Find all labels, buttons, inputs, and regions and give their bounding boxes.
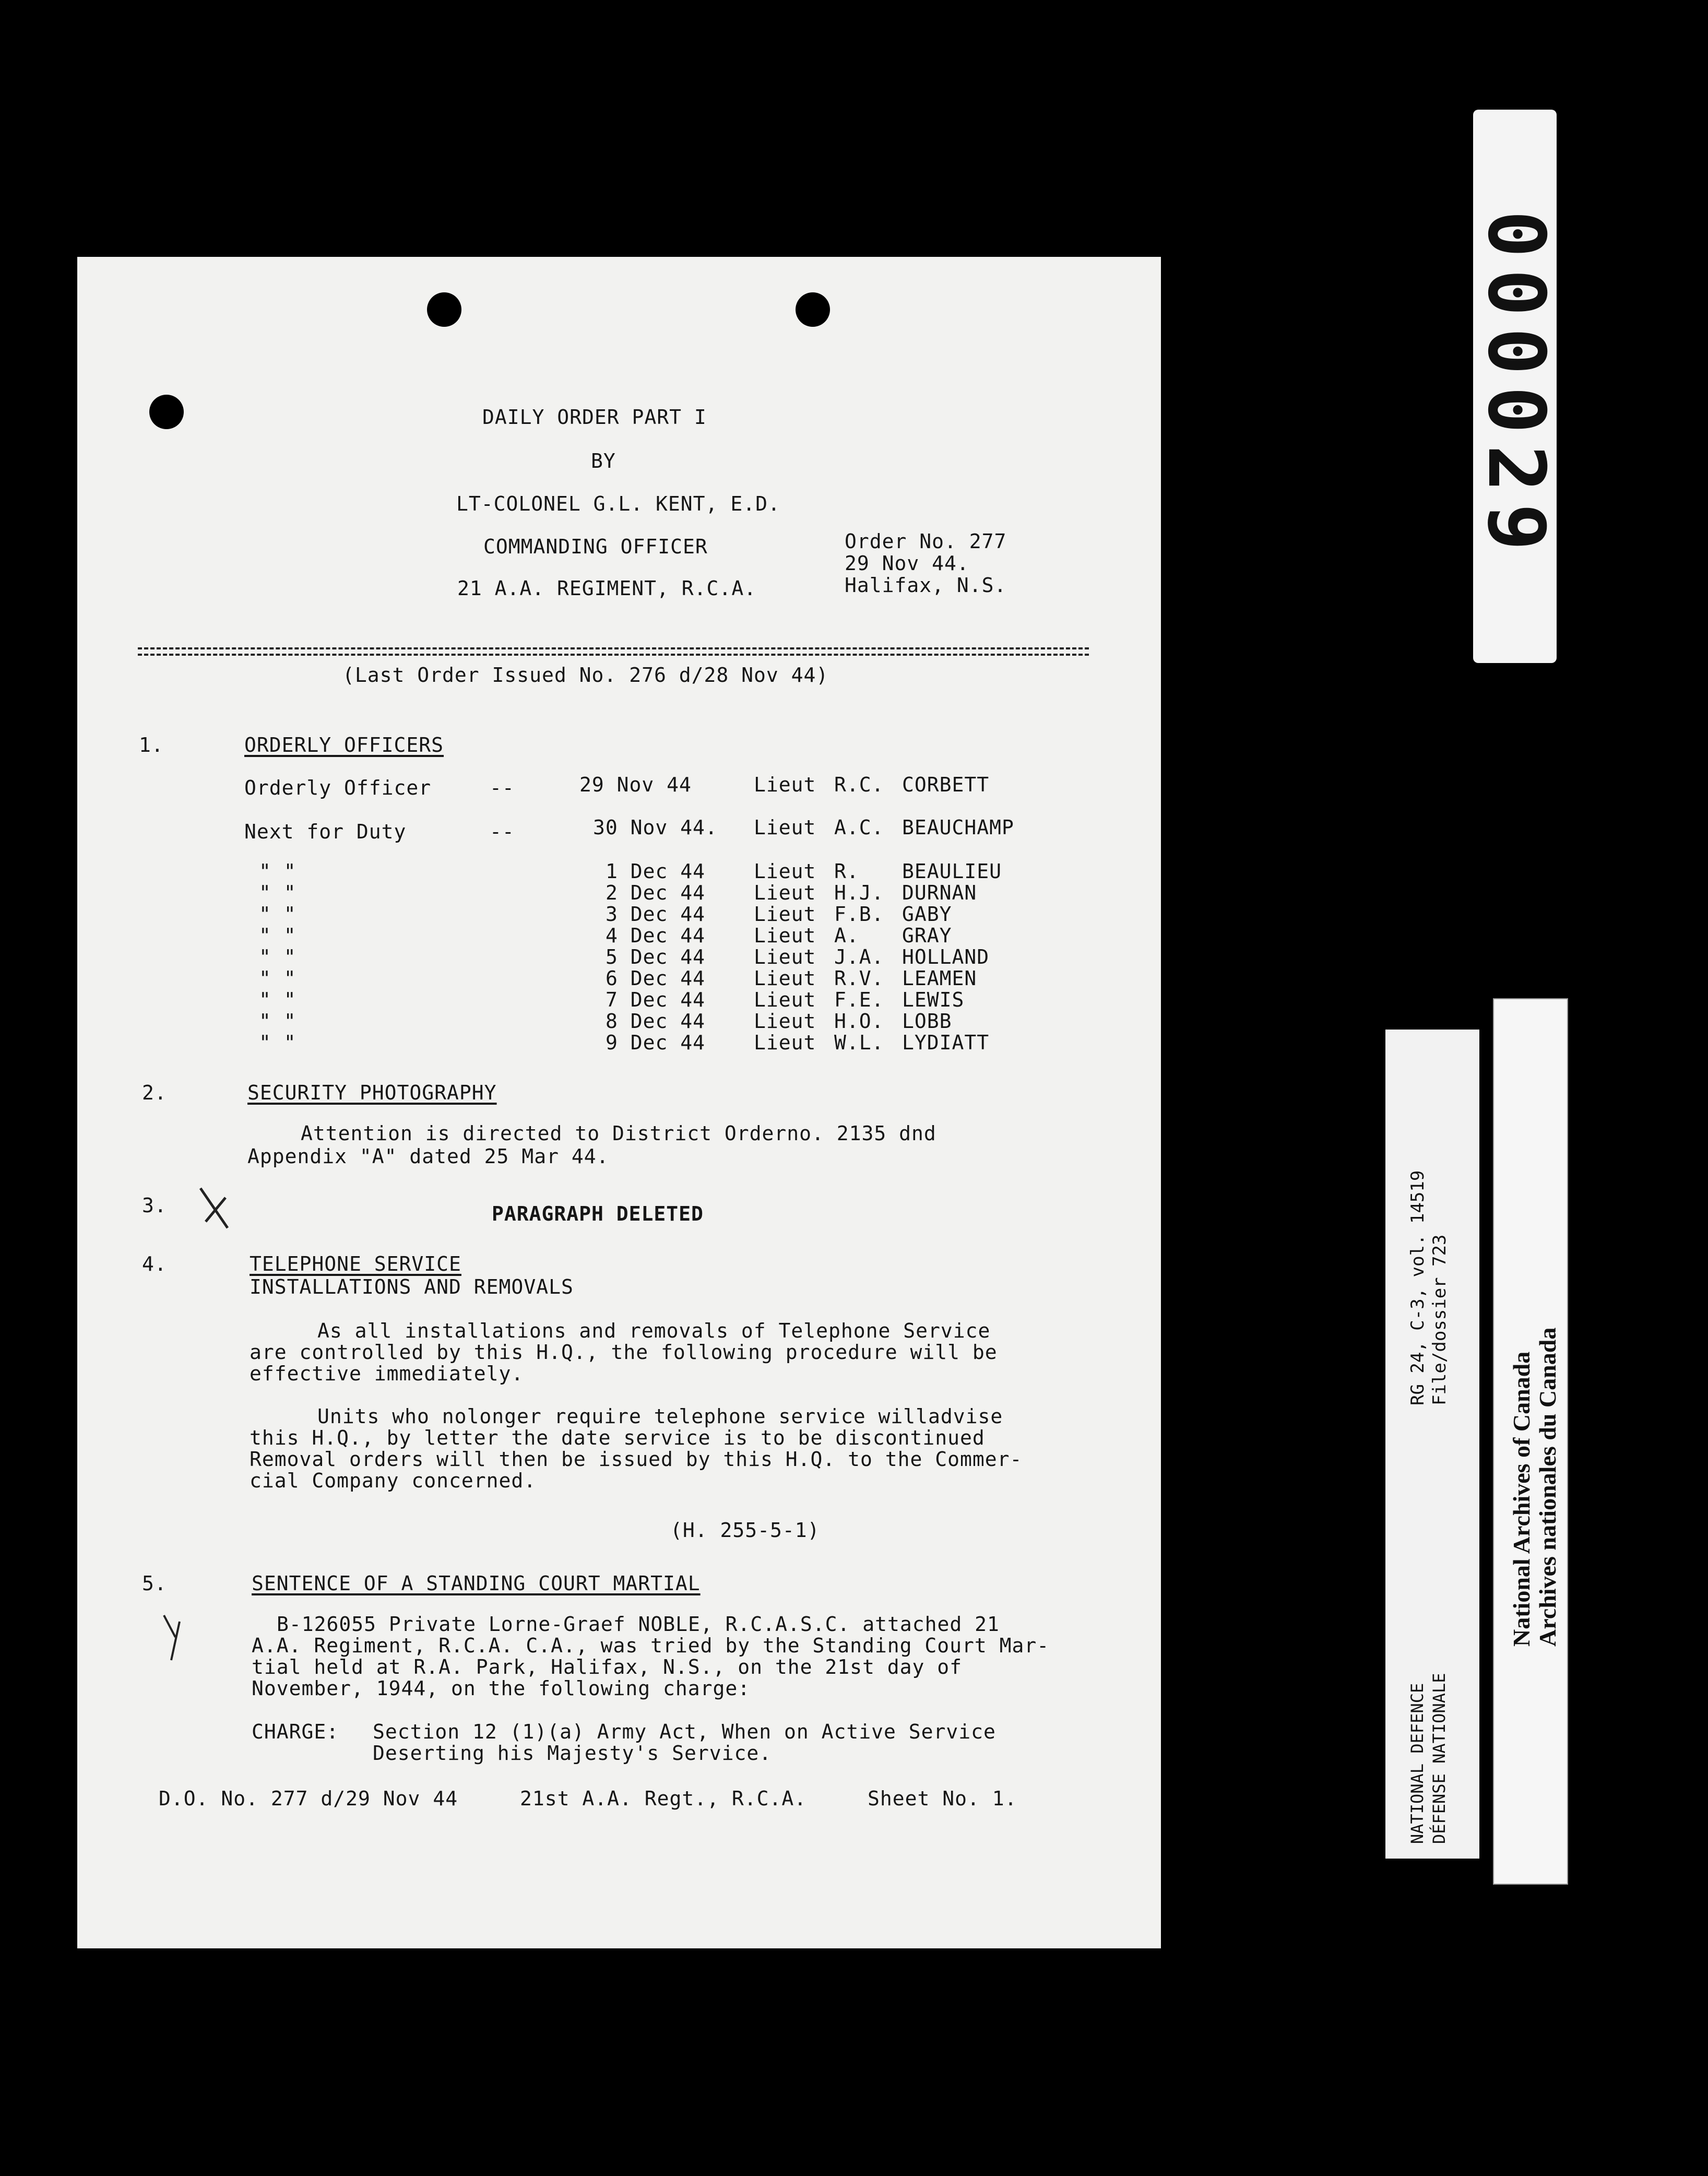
section-subheading: INSTALLATIONS AND REMOVALS <box>250 1275 574 1298</box>
roster-name: DURNAN <box>902 881 977 904</box>
roster-rank: Lieut <box>754 881 816 904</box>
duty-date: 30 Nov 44. <box>593 816 718 839</box>
footer-sheet-number: Sheet No. 1. <box>868 1787 1017 1810</box>
roster-initials: W.L. <box>834 1031 884 1054</box>
roster-date: 5 Dec 44 <box>606 945 706 968</box>
roster-name: LEWIS <box>902 988 965 1011</box>
roster-name: LYDIATT <box>902 1031 990 1054</box>
charge-label: CHARGE: <box>252 1720 339 1743</box>
duty-name: BEAUCHAMP <box>902 816 1014 839</box>
roster-rank: Lieut <box>754 1031 816 1054</box>
roster-name: BEAULIEU <box>902 860 1002 883</box>
section-number: 1. <box>139 734 164 756</box>
duty-rank: Lieut <box>754 773 816 796</box>
roster-name: GRAY <box>902 924 952 947</box>
roster-name: GABY <box>902 903 952 926</box>
paragraph-line: As all installations and removals of Telephone Service <box>317 1319 991 1342</box>
roster-initials: A. <box>834 924 859 947</box>
duty-initials: A.C. <box>834 816 884 839</box>
footer-order-ref: D.O. No. 277 d/29 Nov 44 <box>159 1787 458 1810</box>
paragraph-line: this H.Q., by letter the date service is to be discontinued <box>250 1426 985 1449</box>
commanding-officer-name: LT-COLONEL G.L. KENT, E.D. <box>456 492 780 515</box>
roster-date: 6 Dec 44 <box>606 967 706 990</box>
cross-mark-icon <box>195 1184 237 1231</box>
paragraph-line: Units who nolonger require telephone service willadvise <box>317 1405 1003 1428</box>
section-heading: TELEPHONE SERVICE <box>250 1252 461 1275</box>
roster-date: 8 Dec 44 <box>606 1010 706 1033</box>
roster-rank: Lieut <box>754 924 816 947</box>
stamp-number: 000029 <box>1470 210 1561 562</box>
roster-date: 3 Dec 44 <box>606 903 706 926</box>
paragraph-line: cial Company concerned. <box>250 1469 537 1492</box>
section-heading: SENTENCE OF A STANDING COURT MARTIAL <box>252 1572 701 1595</box>
section-number: 5. <box>142 1572 167 1595</box>
ditto-marks: " " <box>259 1031 296 1054</box>
ditto-marks: " " <box>259 988 296 1011</box>
last-order-issued: (Last Order Issued No. 276 d/28 Nov 44) <box>342 664 829 687</box>
roster-rank: Lieut <box>754 860 816 883</box>
ditto-marks: " " <box>259 860 296 883</box>
roster-initials: F.B. <box>834 903 884 926</box>
paragraph-line: Removal orders will then be issued by this H.Q. to the Commer- <box>250 1448 1023 1471</box>
ditto-marks: " " <box>259 945 296 968</box>
roster-initials: R. <box>834 860 859 883</box>
roster-initials: H.O. <box>834 1010 884 1033</box>
section-text: Appendix "A" dated 25 Mar 44. <box>247 1145 609 1168</box>
roster-initials: R.V. <box>834 967 884 990</box>
paragraph-deleted: PARAGRAPH DELETED <box>492 1202 704 1225</box>
commanding-officer-role: COMMANDING OFFICER <box>483 535 708 558</box>
footer-unit: 21st A.A. Regt., R.C.A. <box>520 1787 807 1810</box>
order-title: DAILY ORDER PART I <box>482 406 707 429</box>
duty-role: Next for Duty <box>244 820 407 843</box>
order-by: BY <box>591 450 616 472</box>
roster-rank: Lieut <box>754 967 816 990</box>
archive-ref-line: RG 24, C-3, vol. 14519 <box>1407 1170 1428 1405</box>
roster-initials: J.A. <box>834 945 884 968</box>
file-reference: (H. 255-5-1) <box>670 1519 820 1542</box>
duty-rank: Lieut <box>754 816 816 839</box>
roster-rank: Lieut <box>754 988 816 1011</box>
roster-date: 7 Dec 44 <box>606 988 706 1011</box>
paragraph-line: B-126055 Private Lorne-Graef NOBLE, R.C.A.S.C. attached 21 <box>277 1613 1000 1636</box>
roster-date: 1 Dec 44 <box>606 860 706 883</box>
duty-separator: -- <box>490 776 515 799</box>
duty-separator: -- <box>490 820 515 843</box>
charge-text: Deserting his Majesty's Service. <box>373 1742 772 1765</box>
order-date: 29 Nov 44. <box>845 552 969 575</box>
archives-name-en: National Archives of Canada <box>1508 1351 1535 1647</box>
roster-name: LEAMEN <box>902 967 977 990</box>
department-line: NATIONAL DEFENCE <box>1407 1683 1427 1844</box>
roster-rank: Lieut <box>754 1010 816 1033</box>
roster-name: HOLLAND <box>902 945 990 968</box>
national-archives-label <box>1493 998 1568 1885</box>
header-divider <box>138 654 1089 658</box>
tick-mark-icon <box>160 1612 191 1664</box>
roster-date: 9 Dec 44 <box>606 1031 706 1054</box>
charge-text: Section 12 (1)(a) Army Act, When on Active Service <box>373 1720 996 1743</box>
ditto-marks: " " <box>259 881 296 904</box>
archive-number-stamp <box>1470 110 1561 663</box>
paragraph-line: A.A. Regiment, R.C.A. C.A., was tried by the Standing Court Mar- <box>252 1634 1050 1657</box>
roster-initials: H.J. <box>834 881 884 904</box>
archives-name-fr: Archives nationales du Canada <box>1534 1327 1561 1647</box>
paragraph-line: effective immediately. <box>250 1362 524 1385</box>
section-number: 4. <box>142 1252 167 1275</box>
header-divider <box>138 647 1089 652</box>
archive-reference-label <box>1385 1030 1479 1859</box>
order-location: Halifax, N.S. <box>845 574 1007 597</box>
punch-hole <box>149 395 184 429</box>
duty-initials: R.C. <box>834 773 884 796</box>
section-heading: SECURITY PHOTOGRAPHY <box>247 1081 497 1104</box>
paragraph-line: are controlled by this H.Q., the following procedure will be <box>250 1341 998 1364</box>
section-heading: ORDERLY OFFICERS <box>244 734 444 756</box>
paragraph-line: tial held at R.A. Park, Halifax, N.S., on the 21st day of <box>252 1655 963 1678</box>
ditto-marks: " " <box>259 903 296 926</box>
document-page <box>77 257 1161 1948</box>
unit-name: 21 A.A. REGIMENT, R.C.A. <box>457 577 757 600</box>
duty-role: Orderly Officer <box>244 776 432 799</box>
roster-rank: Lieut <box>754 945 816 968</box>
punch-hole <box>427 292 461 327</box>
department-line: DÉFENSE NATIONALE <box>1429 1673 1449 1844</box>
roster-date: 2 Dec 44 <box>606 881 706 904</box>
ditto-marks: " " <box>259 924 296 947</box>
archive-ref-line: File/dossier 723 <box>1429 1234 1450 1405</box>
roster-rank: Lieut <box>754 903 816 926</box>
punch-hole <box>796 292 830 327</box>
ditto-marks: " " <box>259 1010 296 1033</box>
order-number: Order No. 277 <box>845 530 1007 553</box>
section-text: Attention is directed to District Orderno. 2135 dnd <box>301 1122 936 1145</box>
duty-date: 29 Nov 44 <box>579 773 692 796</box>
roster-date: 4 Dec 44 <box>606 924 706 947</box>
paragraph-line: November, 1944, on the following charge: <box>252 1677 751 1700</box>
ditto-marks: " " <box>259 967 296 990</box>
section-number: 2. <box>142 1081 167 1104</box>
duty-name: CORBETT <box>902 773 990 796</box>
roster-name: LOBB <box>902 1010 952 1033</box>
section-number: 3. <box>142 1194 167 1217</box>
roster-initials: F.E. <box>834 988 884 1011</box>
